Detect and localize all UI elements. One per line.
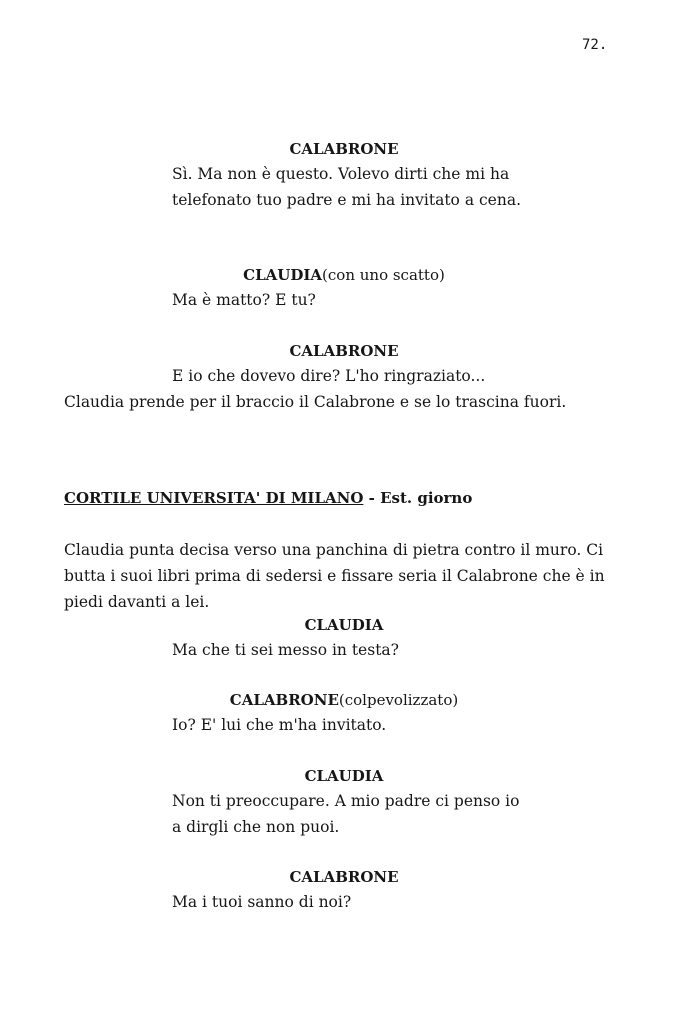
dialogue: E io che dovevo dire? L'ho ringraziato... <box>172 367 486 385</box>
scene-heading <box>64 489 472 507</box>
character-name: CLAUDIA(con uno scatto) <box>243 266 445 284</box>
character-name: CLAUDIA <box>304 616 384 634</box>
character-name: CALABRONE <box>289 342 399 360</box>
dialogue: Ma è matto? E tu? <box>172 291 316 309</box>
scene-location: CORTILE UNIVERSITA' DI MILANO <box>64 489 364 507</box>
dialogue: Ma che ti sei messo in testa? <box>172 641 399 659</box>
character-name: CALABRONE <box>289 868 399 886</box>
dialogue: Non ti preoccupare. A mio padre ci penso io a dirgli che non puoi. <box>172 792 520 836</box>
dialogue: Sì. Ma non è questo. Volevo dirti che mi ha telefonato tuo padre e mi ha invitato a cena. <box>172 165 521 209</box>
dialogue: Ma i tuoi sanno di noi? <box>172 893 352 911</box>
scene-time: - Est. giorno <box>363 489 473 507</box>
action-line: Claudia prende per il braccio il Calabrone e se lo trascina fuori. <box>64 393 567 411</box>
action-line: Claudia punta decisa verso una panchina di pietra contro il muro. Ci butta i suoi libri prima di sedersi e fissare seria il Calabrone che è in piedi davanti a lei. <box>64 541 605 611</box>
parenthetical: (con uno scatto) <box>322 266 445 284</box>
page-number: 72. <box>582 37 608 53</box>
character-name: CALABRONE(colpevolizzato) <box>229 691 459 709</box>
character-name: CLAUDIA <box>304 767 384 785</box>
parenthetical: (colpevolizzato) <box>338 691 459 709</box>
character-name: CALABRONE <box>289 140 399 158</box>
dialogue: Io? E' lui che m'ha invitato. <box>172 716 387 734</box>
